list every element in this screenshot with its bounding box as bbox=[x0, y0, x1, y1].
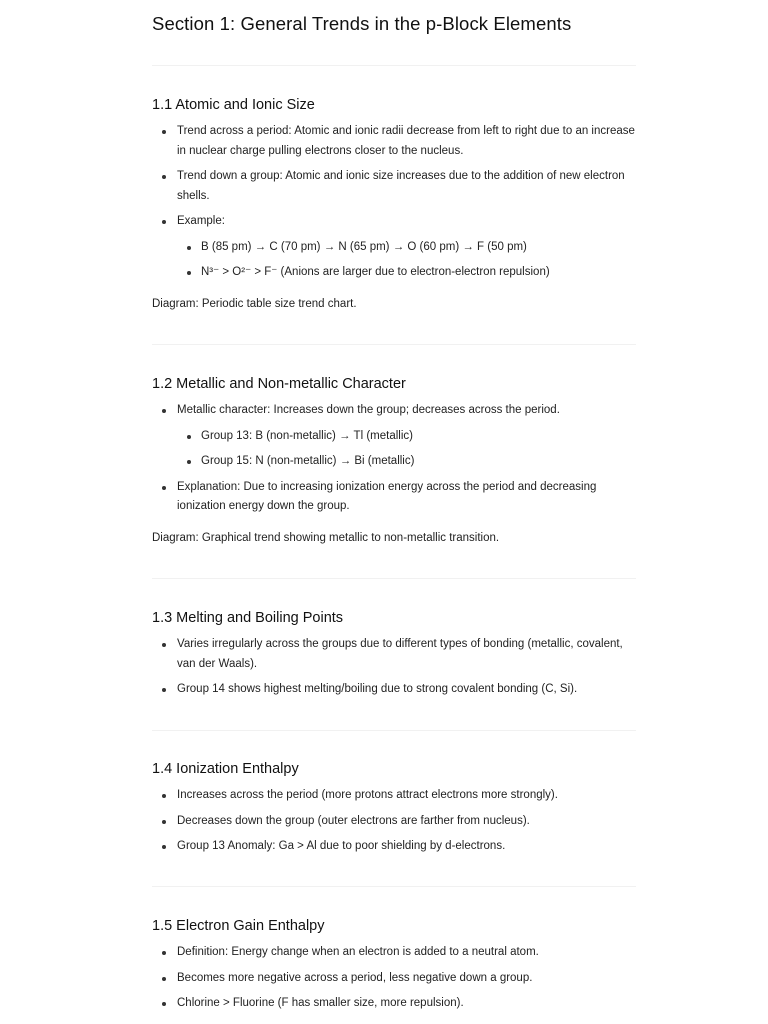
diagram-note: Diagram: Periodic table size trend chart. bbox=[152, 297, 357, 310]
list-item: Definition: Energy change when an electron is added to a neutral atom. bbox=[152, 943, 636, 963]
list-item: Chlorine > Fluorine (F has smaller size, more repulsion). bbox=[152, 994, 636, 1014]
bullet-list bbox=[152, 122, 636, 283]
list-item: Decreases down the group (outer electrons are farther from nucleus). bbox=[152, 812, 636, 832]
list-item-text: Example: bbox=[177, 215, 225, 227]
sub-list-item: B (85 pm) → C (70 pm) → N (65 pm) → O (60 pm) → F (50 pm) bbox=[177, 238, 636, 258]
subsection-atomic-ionic-size bbox=[152, 95, 636, 314]
sub-bullet-list bbox=[177, 427, 636, 472]
list-item bbox=[152, 212, 636, 283]
section-title: Section 1: General Trends in the p-Block Elements bbox=[152, 13, 572, 34]
section-divider bbox=[152, 65, 636, 66]
bullet-list bbox=[152, 635, 636, 700]
list-item: Group 14 shows highest melting/boiling due to strong covalent bonding (C, Si). bbox=[152, 680, 636, 700]
bullet-list bbox=[152, 786, 636, 857]
list-item bbox=[152, 401, 636, 472]
sub-bullet-list bbox=[177, 238, 636, 283]
section-divider bbox=[152, 578, 636, 579]
section-divider bbox=[152, 886, 636, 887]
sub-list-item: Group 13: B (non-metallic) → Tl (metallic) bbox=[177, 427, 636, 447]
list-item-text: Metallic character: Increases down the group; decreases across the period. bbox=[177, 404, 560, 416]
subsection-heading: 1.1 Atomic and Ionic Size bbox=[152, 97, 315, 113]
list-item: Trend across a period: Atomic and ionic radii decrease from left to right due to an increase in nuclear charge pulling electrons closer to the nucleus. bbox=[152, 122, 636, 161]
bullet-list bbox=[152, 943, 636, 1014]
bullet-list bbox=[152, 401, 636, 517]
diagram-note: Diagram: Graphical trend showing metallic to non-metallic transition. bbox=[152, 531, 500, 544]
sub-list-item: Group 15: N (non-metallic) → Bi (metallic) bbox=[177, 452, 636, 472]
list-item: Increases across the period (more protons attract electrons more strongly). bbox=[152, 786, 636, 806]
subsection-heading: 1.5 Electron Gain Enthalpy bbox=[152, 918, 325, 934]
subsection-heading: 1.3 Melting and Boiling Points bbox=[152, 610, 344, 626]
subsection-heading: 1.2 Metallic and Non-metallic Character bbox=[152, 376, 406, 392]
list-item: Trend down a group: Atomic and ionic size increases due to the addition of new electron shells. bbox=[152, 167, 636, 206]
sub-list-item: N³⁻ > O²⁻ > F⁻ (Anions are larger due to electron-electron repulsion) bbox=[177, 263, 636, 283]
list-item: Varies irregularly across the groups due to different types of bonding (metallic, covalent, van der Waals). bbox=[152, 635, 636, 674]
subsection-metallic-character bbox=[152, 374, 636, 548]
subsection-ionization-enthalpy bbox=[152, 759, 636, 863]
subsection-heading: 1.4 Ionization Enthalpy bbox=[152, 761, 299, 777]
section-divider bbox=[152, 730, 636, 731]
subsection-electron-gain-enthalpy bbox=[152, 916, 636, 1020]
section-divider bbox=[152, 344, 636, 345]
subsection-melting-boiling bbox=[152, 608, 636, 706]
list-item: Group 13 Anomaly: Ga > Al due to poor shielding by d-electrons. bbox=[152, 837, 636, 857]
list-item: Explanation: Due to increasing ionization energy across the period and decreasing ionization energy down the group. bbox=[152, 478, 636, 517]
list-item: Becomes more negative across a period, less negative down a group. bbox=[152, 969, 636, 989]
